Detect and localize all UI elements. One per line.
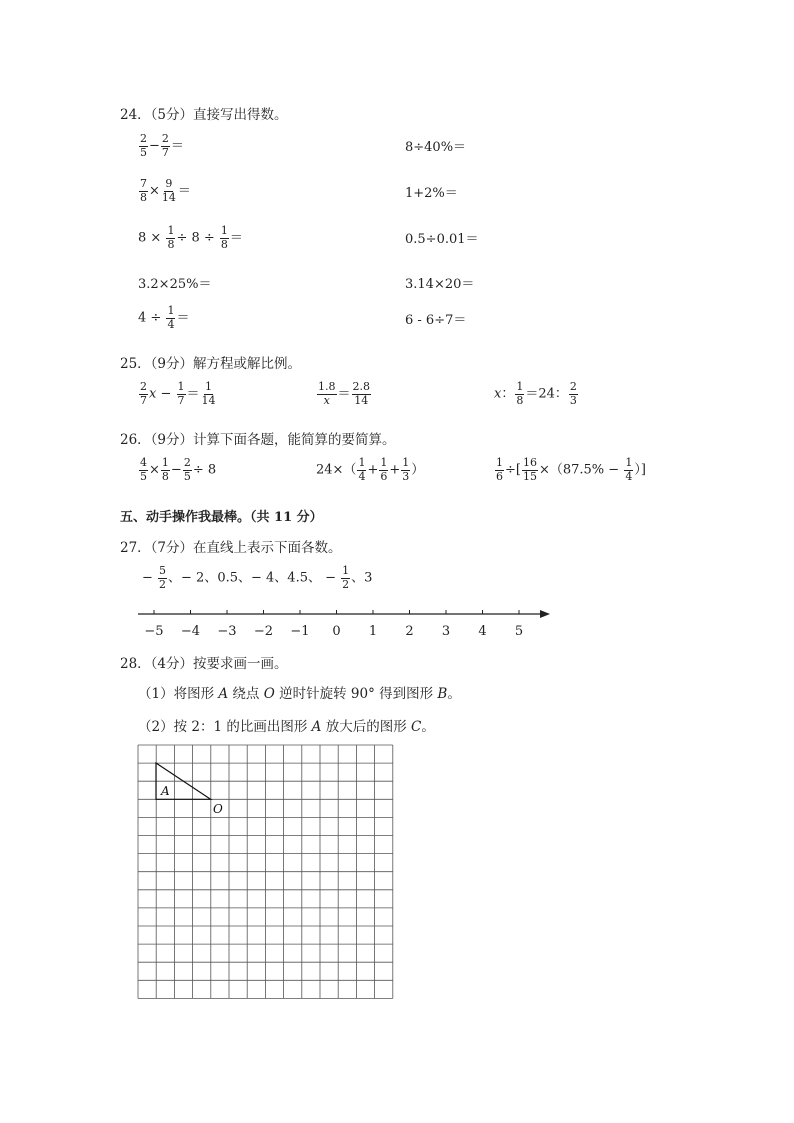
q26-calc-1: $\frac{4}{5}$ × $\frac{1}{8}$ − $\frac{2}{5}$ ÷ 8 xyxy=(140,456,217,483)
q24-expr-5: 8 × $\frac{1}{8}$ ÷ 8 ÷ $\frac{1}{8}$ ＝ xyxy=(138,224,243,251)
q26-title: 26．（9分）计算下面各题，能简算的要简算。 xyxy=(120,432,396,448)
number-line-tick-label: 4 xyxy=(478,624,487,639)
q24-expr-6: 0.5÷0.01＝ xyxy=(405,232,479,247)
number-line-tick-label: 0 xyxy=(332,624,341,639)
q24-expr-8: 3.14×20＝ xyxy=(405,277,475,292)
number-line xyxy=(130,604,560,644)
label-a: A xyxy=(161,784,170,798)
q24-expr-9: 4 ÷ $\frac{1}{4}$ ＝ xyxy=(138,304,190,331)
q24-expr-10: 6 - 6÷7＝ xyxy=(405,313,467,328)
number-line-tick-label: −5 xyxy=(144,624,164,639)
q24-title: 24．（5分）直接写出得数。 xyxy=(120,107,288,123)
q24-expr-3: $\frac{7}{8}$ × $\frac{9}{14}$ ＝ xyxy=(140,177,191,204)
q27-title: 27．（7分）在直线上表示下面各数。 xyxy=(120,540,342,556)
q28-step-2: （2）按 2：1 的比画出图形 A 放大后的图形 C。 xyxy=(138,719,435,735)
number-line-tick-label: −3 xyxy=(217,624,237,639)
q24-expr-4: 1+2%＝ xyxy=(405,186,458,201)
q28-title: 28．（4分）按要求画一画。 xyxy=(120,656,288,672)
number-line-tick-label: 1 xyxy=(368,624,378,639)
q24-expr-1: $\frac{2}{5}$ − $\frac{2}{7}$ ＝ xyxy=(140,132,184,159)
q25-equation-3: x： $\frac{1}{8}$ ＝24： $\frac{2}{3}$ xyxy=(494,380,577,407)
section-5-heading: 五、动手操作我最棒。（共 11 分） xyxy=(120,510,323,525)
q26-calc-3: $\frac{1}{6}$ ÷[ $\frac{16}{15}$ ×（87.5% − $\frac{1}{4}$ ）] xyxy=(496,456,646,483)
number-line-tick-label: −1 xyxy=(290,624,310,639)
drawing-grid xyxy=(136,743,396,1003)
q24-expr-2: 8÷40%＝ xyxy=(405,140,467,155)
q28-step-1: （1）将图形 A 绕点 O 逆时针旋转 90° 得到图形 B。 xyxy=(138,686,461,702)
number-line-arrow-icon xyxy=(540,610,550,618)
number-line-tick-label: 5 xyxy=(514,624,524,639)
number-line-tick-label: −4 xyxy=(180,624,201,639)
number-line-tick-label: −2 xyxy=(253,624,274,639)
q25-title: 25．（9分）解方程或解比例。 xyxy=(120,356,302,372)
number-line-tick-label: 3 xyxy=(441,624,451,639)
q25-equation-1: $\frac{2}{7}$ x − $\frac{1}{7}$ ＝ $\frac{1}{14}$ xyxy=(140,380,216,407)
q27-numbers: − $\frac{5}{2}$ 、− 2、0.5、− 4、4.5、 − $\frac{1}{2}$ 、3 xyxy=(142,564,373,591)
q26-calc-2: 24×（ $\frac{1}{4}$ + $\frac{1}{6}$ + $\frac{1}{3}$ ） xyxy=(316,456,425,483)
q25-equation-2: $\frac{1.8}{x}$ ＝ $\frac{2.8}{14}$ xyxy=(318,380,371,407)
q24-expr-7: 3.2×25%＝ xyxy=(138,277,212,292)
number-line-tick-label: 2 xyxy=(405,624,414,639)
label-o: O xyxy=(213,802,223,816)
